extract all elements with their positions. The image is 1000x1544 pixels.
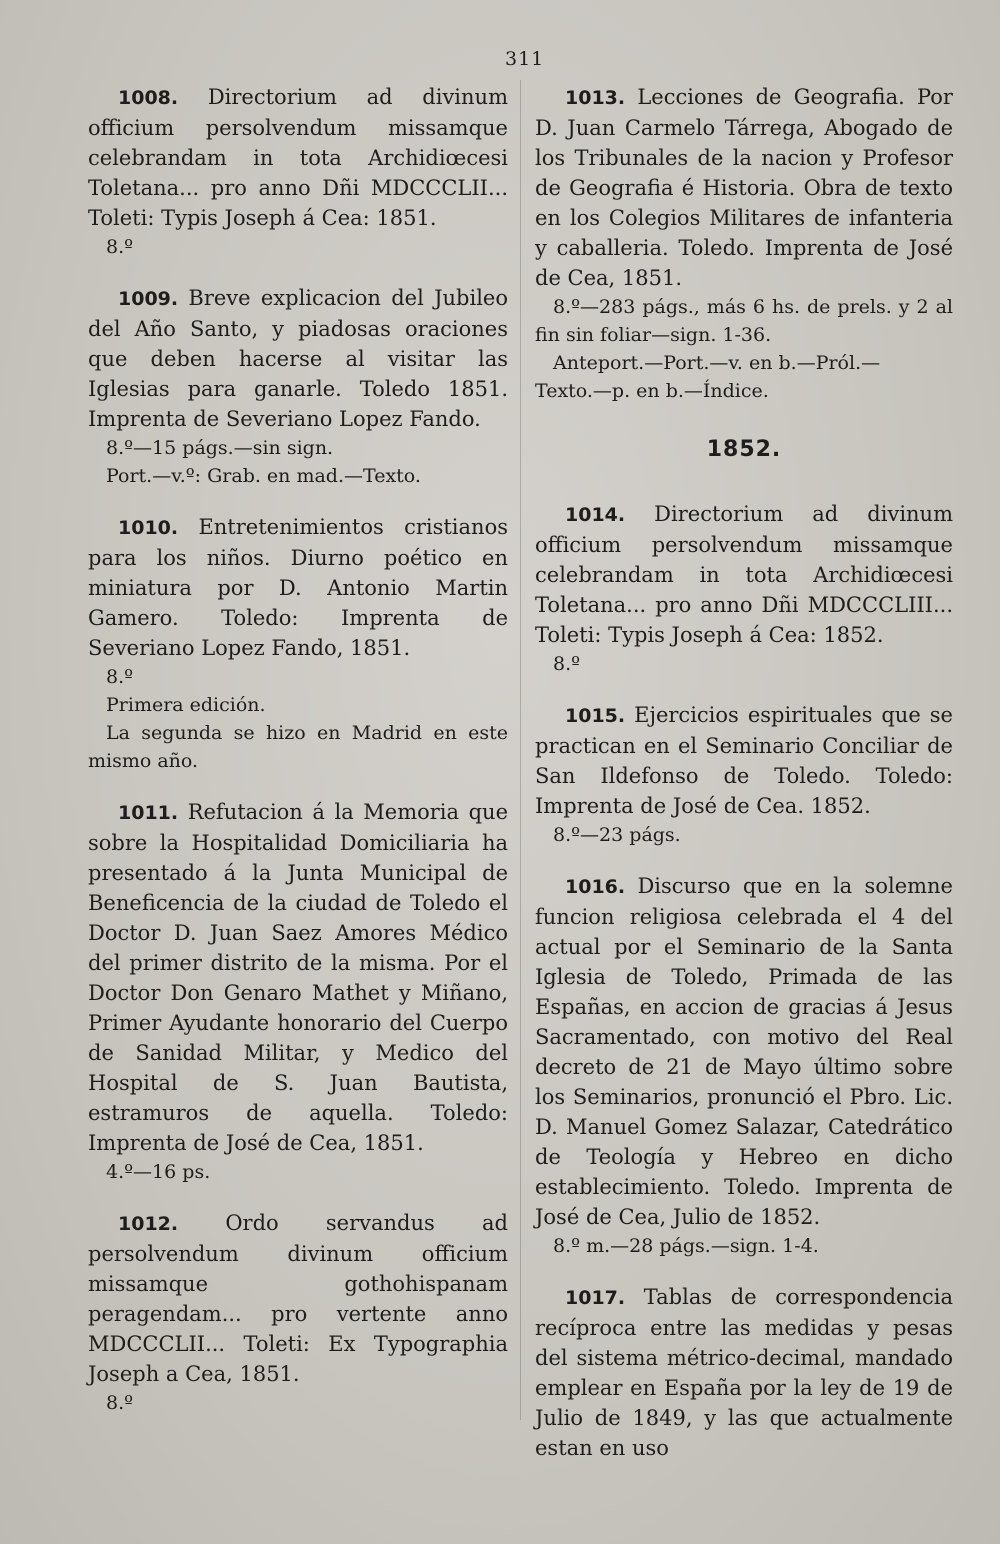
right-column — [535, 82, 953, 1485]
entry-1016 — [535, 871, 953, 1260]
entry-note: 4.º—16 ps. — [106, 1161, 211, 1183]
entry-number: 1010. — [118, 517, 179, 539]
entry-1015 — [535, 700, 953, 849]
entry-note: 8.º—283 págs., más 6 hs. de prels. y 2 al fin sin foliar—sign. 1-36. — [535, 296, 953, 346]
entry-1008 — [88, 82, 508, 261]
entry-1014 — [535, 499, 953, 678]
entry-note: 8.º—23 págs. — [553, 824, 681, 846]
entry-number: 1016. — [565, 876, 626, 898]
entry-number: 1015. — [565, 705, 626, 727]
entry-text: Ejercicios espirituales que se practican en el Seminario Conciliar de San Ildefonso de Toledo. Toledo: Imprenta de José de Cea. 1852. — [535, 703, 953, 818]
entry-note: 8.º — [106, 236, 134, 258]
entry-number: 1009. — [118, 288, 179, 310]
entry-number: 1012. — [118, 1213, 179, 1235]
entry-1012 — [88, 1208, 508, 1417]
entry-text: Refutacion á la Memoria que sobre la Hospitalidad Domiciliaria ha presentado á la Junta Municipal de Beneficencia de la ciudad de Toledo el Doctor D. Juan Saez Amores Médico del primer distrito de la misma. Por el Doctor Don Genaro Mathet y Miñano, Primer Ayudante honorario del Cuerpo de Sanidad Militar, y Medico del Hospital de S. Juan Bautista, estramuros de aquella. Toledo: Imprenta de José de Cea, 1851. — [88, 800, 508, 1155]
entry-text: Discurso que en la solemne funcion religiosa celebrada el 4 del actual por el Seminario de la Santa Iglesia de Toledo, Primada de las Españas, en accion de gracias á Jesus Sacramentado, con motivo del Real decreto de 21 de Mayo último sobre los Seminarios, pronunció el Pbro. Lic. D. Manuel Gomez Salazar, Catedrático de Teología y Hebreo en dicho establecimiento. Toledo. Imprenta de José de Cea, Julio de 1852. — [535, 874, 953, 1229]
entry-note: Port.—v.º: Grab. en mad.—Texto. — [106, 465, 421, 487]
entry-text: Tablas de correspondencia recíproca entre las medidas y pesas del sistema métrico-decimal, mandado emplear en España por la ley de 19 de Julio de 1849, y las que actualmente estan en uso — [535, 1285, 953, 1460]
entry-number: 1011. — [118, 802, 179, 824]
entry-text: Ordo servandus ad persolvendum divinum officium missamque gothohispanam peragendam... pro vertente anno MDCCCLII... Toleti: Ex Typographia Joseph a Cea, 1851. — [88, 1211, 508, 1386]
entry-note: 8.º — [553, 653, 581, 675]
entry-1010 — [88, 512, 508, 775]
entry-note: 8.º m.—28 págs.—sign. 1-4. — [553, 1235, 819, 1257]
entry-1011 — [88, 797, 508, 1186]
entry-1009 — [88, 283, 508, 490]
entry-number: 1008. — [118, 87, 179, 109]
page-number: 311 — [505, 48, 545, 70]
entry-note: Anteport.—Port.—v. en b.—Pról.— — [553, 352, 881, 374]
entry-text: Breve explicacion del Jubileo del Año Santo, y piadosas oraciones que deben hacerse al visitar las Iglesias para ganarle. Toledo 1851. Imprenta de Severiano Lopez Fando. — [88, 286, 508, 431]
left-column — [88, 82, 508, 1439]
entry-1013 — [535, 82, 953, 405]
column-divider — [520, 80, 521, 1420]
entry-note: 8.º—15 págs.—sin sign. — [106, 437, 334, 459]
entry-text: Lecciones de Geografia. Por D. Juan Carmelo Tárrega, Abogado de los Tribunales de la nacion y Profesor de Geografia é Historia. Obra de texto en los Colegios Militares de infanteria y caballeria. Toledo. Imprenta de José de Cea, 1851. — [535, 85, 953, 290]
entry-number: 1017. — [565, 1287, 626, 1309]
entry-1017 — [535, 1282, 953, 1463]
year-heading: 1852. — [706, 437, 782, 462]
entry-number: 1014. — [565, 504, 626, 526]
entry-text: Directorium ad divinum officium persolvendum missamque celebrandam in tota Archidiœcesi Toletana... pro anno Dñi MDCCCLIII... Toleti: Typis Joseph á Cea: 1852. — [535, 502, 953, 647]
entry-note: La segunda se hizo en Madrid en este mismo año. — [88, 722, 508, 772]
entry-note: 8.º — [106, 1392, 134, 1414]
entry-note: 8.º — [106, 666, 134, 688]
entry-note: Texto.—p. en b.—Índice. — [535, 380, 769, 402]
entry-text: Directorium ad divinum officium persolvendum missamque celebrandam in tota Archidiœcesi Toletana... pro anno Dñi MDCCCLII... Toleti: Typis Joseph á Cea: 1851. — [88, 85, 508, 230]
entry-number: 1013. — [565, 87, 626, 109]
entry-note: Primera edición. — [106, 694, 266, 716]
entry-text: Entretenimientos cristianos para los niños. Diurno poético en miniatura por D. Antonio Martin Gamero. Toledo: Imprenta de Severiano Lopez Fando, 1851. — [88, 515, 508, 660]
